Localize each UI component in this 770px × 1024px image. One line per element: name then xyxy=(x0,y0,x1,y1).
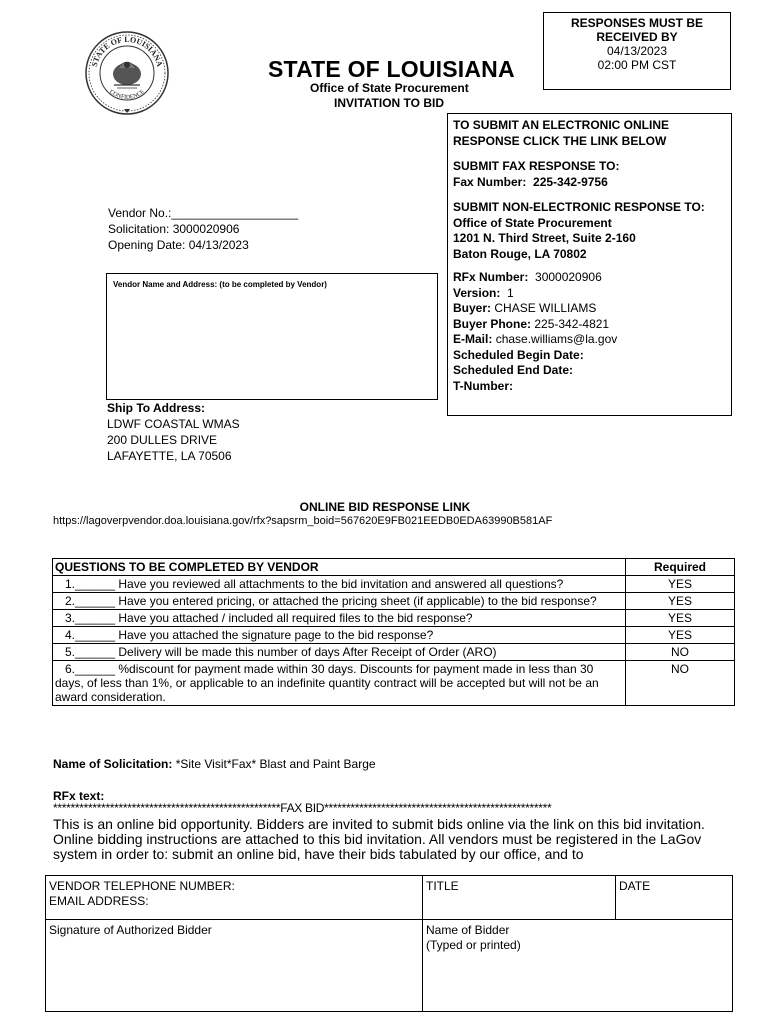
version-value: 1 xyxy=(507,285,514,300)
rfx-number-value: 3000020906 xyxy=(535,270,602,284)
solicitation-number: Solicitation: 3000020906 xyxy=(108,222,240,236)
electronic-line1: TO SUBMIT AN ELECTRONIC ONLINE xyxy=(453,118,669,132)
responses-time: 02:00 PM CST xyxy=(597,58,677,72)
buyer-email-value: chase.williams@la.gov xyxy=(495,332,618,346)
end-date-label: Scheduled End Date: xyxy=(453,363,574,377)
online-bid-link-heading: ONLINE BID RESPONSE LINK xyxy=(299,500,471,514)
begin-date-label: Scheduled Begin Date: xyxy=(453,347,584,362)
electronic-line2: RESPONSE CLICK THE LINK BELOW xyxy=(453,133,667,148)
seal-bottom-text: CONFIDENCE xyxy=(108,89,146,101)
buyer-phone-value: 225-342-4821 xyxy=(534,316,610,331)
title-field[interactable] xyxy=(423,876,616,920)
solicitation-name xyxy=(53,757,376,771)
vendor-phone-label: VENDOR TELEPHONE NUMBER: xyxy=(49,879,235,893)
vendor-contact-field[interactable] xyxy=(46,876,423,920)
date-label: DATE xyxy=(619,879,651,893)
online-bid-link[interactable]: https://lagoverpvendor.doa.louisiana.gov/rfx?sapsrm_boid=567620E9FB021EEDB0EDA63990B581AF xyxy=(53,515,553,527)
required-header: Required xyxy=(626,559,735,576)
rfx-text-label: RFx text: xyxy=(53,789,105,803)
questions-header: QUESTIONS TO BE COMPLETED BY VENDOR xyxy=(53,559,626,576)
rfx-text-body: This is an online bid opportunity. Bidders are invited to submit bids online via the link on this bid invitation. Online bidding instructions are attached to this bid invitation. All vendors must be registered in the LaGov system in order to: submit an online bid, have their bids tabulated by our office, and to xyxy=(53,816,705,862)
fax-label: Fax Number: xyxy=(453,174,527,189)
bidder-name-sublabel: (Typed or printed) xyxy=(426,938,521,952)
required-value: YES xyxy=(626,576,735,593)
solicitation-name-value: *Site Visit*Fax* Blast and Paint Barge xyxy=(175,757,376,771)
ship-to-line3: LAFAYETTE, LA 70506 xyxy=(107,449,232,463)
ship-to-line2: 200 DULLES DRIVE xyxy=(107,433,218,447)
state-seal xyxy=(84,30,170,116)
ship-to-line1: LDWF COASTAL WMAS xyxy=(107,417,240,431)
vendor-email-label: EMAIL ADDRESS: xyxy=(49,894,149,908)
vendor-questions-table xyxy=(52,558,735,706)
t-number-label: T-Number: xyxy=(453,378,513,393)
office-subtitle: Office of State Procurement xyxy=(310,81,469,95)
vendor-info xyxy=(108,205,298,253)
seal-top-text: STATE OF LOUISIANA xyxy=(89,35,165,68)
title-label: TITLE xyxy=(426,879,459,893)
vendor-number: Vendor No.:___________________ xyxy=(108,206,299,220)
bidder-name-field[interactable] xyxy=(423,920,733,1012)
buyer-phone-label: Buyer Phone: xyxy=(453,316,532,331)
date-field[interactable] xyxy=(616,876,733,920)
responses-line1: RESPONSES MUST BE xyxy=(570,16,704,30)
page-title: STATE OF LOUISIANA xyxy=(268,56,515,82)
responses-date: 04/13/2023 xyxy=(606,44,668,58)
fax-heading: SUBMIT FAX RESPONSE TO: xyxy=(453,159,620,173)
mail-address-line1: Office of State Procurement xyxy=(453,215,612,230)
nonelectronic-heading: SUBMIT NON-ELECTRONIC RESPONSE TO: xyxy=(453,200,705,214)
signature-row-2 xyxy=(46,920,733,1012)
table-header-row xyxy=(53,559,735,576)
required-value: YES xyxy=(626,593,735,610)
buyer-value: CHASE WILLIAMS xyxy=(494,301,597,315)
opening-date: Opening Date: 04/13/2023 xyxy=(108,238,249,252)
table-row xyxy=(53,627,735,644)
responses-line2: RECEIVED BY xyxy=(596,30,678,44)
solicitation-name-label: Name of Solicitation: xyxy=(53,757,173,771)
ship-to-address xyxy=(107,400,240,464)
table-row xyxy=(53,644,735,661)
fax-number: 225-342-9756 xyxy=(533,174,608,189)
required-value: YES xyxy=(626,627,735,644)
table-row xyxy=(53,593,735,610)
mail-address-line2: 1201 N. Third Street, Suite 2-160 xyxy=(453,231,636,245)
table-row xyxy=(53,610,735,627)
required-value: NO xyxy=(626,661,735,706)
bidder-name-label: Name of Bidder xyxy=(426,923,510,937)
ship-to-label: Ship To Address: xyxy=(107,401,206,415)
question-text: 5.______ Delivery will be made this number of days After Receipt of Order (ARO) xyxy=(65,645,497,659)
vendor-name-address-label: Vendor Name and Address: (to be completed by Vendor) xyxy=(113,280,327,289)
vendor-name-address-field[interactable] xyxy=(106,273,438,400)
question-text: 2.______ Have you entered pricing, or attached the pricing sheet (if applicable) to the bid response? xyxy=(65,594,597,608)
email-label: E-Mail: xyxy=(453,332,493,346)
signature-label: Signature of Authorized Bidder xyxy=(49,923,212,937)
responses-deadline-box xyxy=(543,12,731,90)
question-text: 4.______ Have you attached the signature page to the bid response? xyxy=(65,628,434,642)
question-text: 6.______ %discount for payment made within 30 days. Discounts for payment made in less than 30 days, of less than 1%, or applicable to an indefinite quantity contract will be accepted but will not be an award consideration. xyxy=(55,662,599,704)
svg-text:CONFIDENCE xyxy=(108,89,146,101)
question-text: 3.______ Have you attached / included all required files to the bid response? xyxy=(65,611,473,625)
rfx-number-label: RFx Number: xyxy=(453,270,529,284)
signature-block xyxy=(45,875,733,1012)
mail-address-line3: Baton Rouge, LA 70802 xyxy=(453,246,587,261)
seal-graphic xyxy=(84,30,170,116)
required-value: YES xyxy=(626,610,735,627)
question-text: 1.______ Have you reviewed all attachments to the bid invitation and answered all questions? xyxy=(65,577,564,591)
signature-row-1 xyxy=(46,876,733,920)
submission-info-box xyxy=(447,113,732,416)
invitation-subtitle: INVITATION TO BID xyxy=(334,96,444,110)
required-value: NO xyxy=(626,644,735,661)
table-row xyxy=(53,576,735,593)
buyer-label: Buyer: xyxy=(453,301,492,315)
version-label: Version: xyxy=(453,285,501,300)
table-row xyxy=(53,661,735,706)
signature-field[interactable] xyxy=(46,920,423,1012)
rfx-text-banner: ****************************************************FAX BID**************************************************** xyxy=(53,801,552,815)
